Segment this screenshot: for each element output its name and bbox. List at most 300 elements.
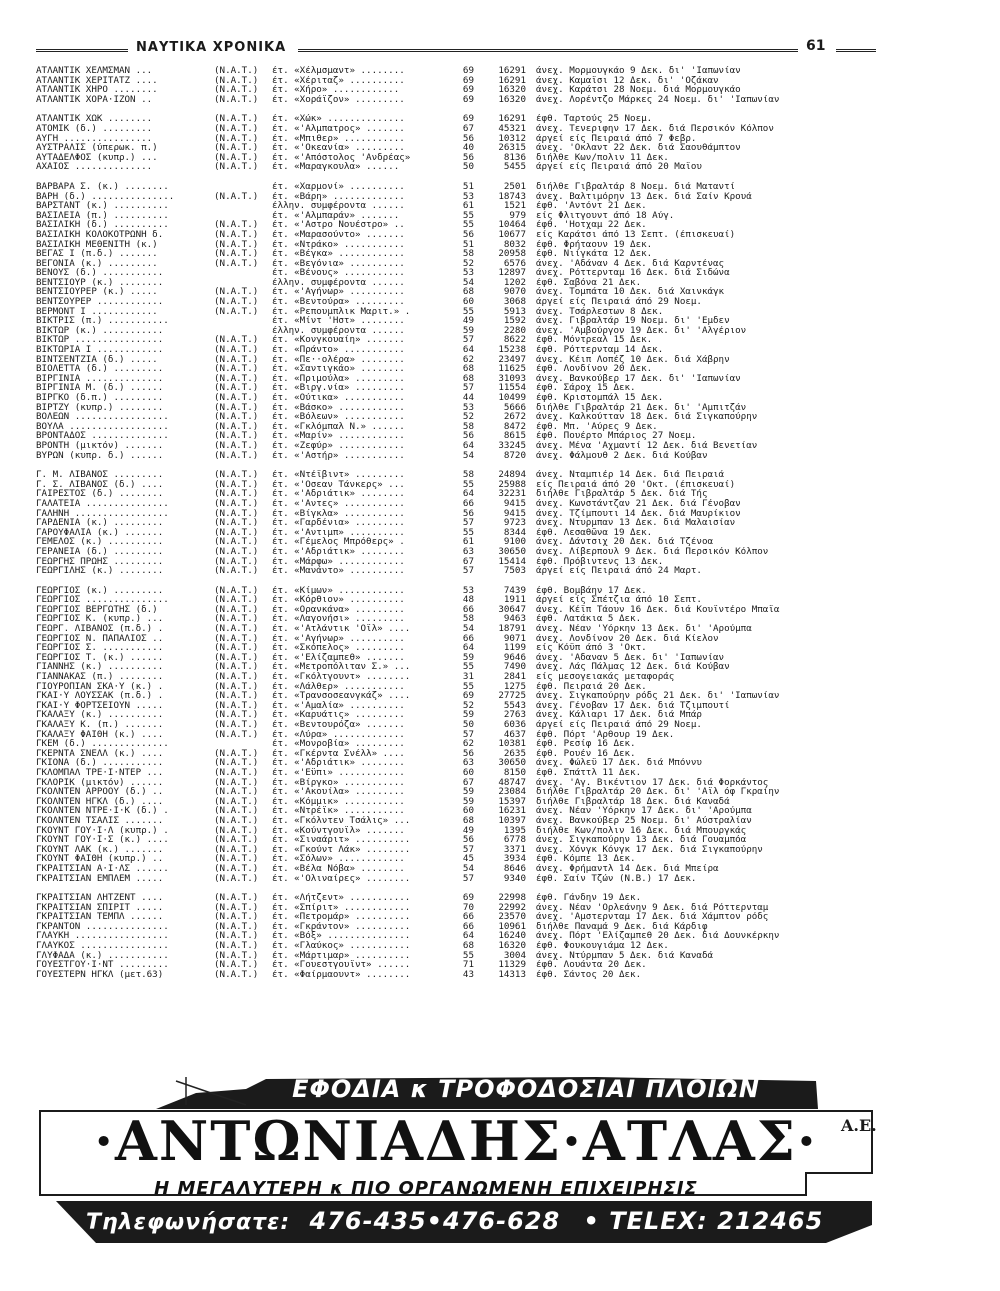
tonnage-cell: 7439 — [503, 585, 526, 596]
year-cell: 57 — [462, 566, 474, 576]
year-cell: 63 — [462, 546, 474, 557]
flag-cell: (Ν.Α.Τ.) — [214, 133, 259, 144]
tonnage-cell: 10677 — [498, 229, 526, 240]
table-row — [36, 720, 876, 730]
ship-name-cell: ΓΚΟΥΝΤ ΓΟΥ·Ι·Σ (κ.) .... — [36, 835, 169, 845]
ship-name-cell: ΓΚΑΛΑΞΥ Κ. (π.) ....... — [36, 720, 164, 730]
table-row — [36, 220, 876, 230]
year-cell: 56 — [462, 152, 474, 163]
ship-name-cell: ΓΚΙΟΝΑ (δ.) ........... — [36, 758, 164, 768]
table-row — [36, 845, 876, 855]
ship-name-cell: ΓΚΟΛΝΤΕΝ ΗΓΚΛ (δ.) .... — [36, 796, 164, 807]
flag-cell: (Ν.Α.Τ.) — [214, 921, 259, 932]
ship-name-cell: ΒΕΝΟΥΣ (δ.) ........... — [36, 268, 164, 278]
flag-cell: (Ν.Α.Τ.) — [214, 748, 259, 759]
tonnage-cell: 1199 — [503, 643, 526, 653]
ship-name-cell: ΑΥΤΑΔΕΛΦΟΣ (κυπρ.) ... — [36, 152, 158, 163]
flag-cell: (Ν.Α.Τ.) — [214, 662, 259, 673]
status-cell: έφθ. Σαβόνα 21 Δεκ. — [536, 277, 642, 288]
year-cell: 59 — [462, 787, 474, 797]
year-cell: 53 — [462, 191, 474, 202]
tonnage-cell: 15414 — [498, 556, 526, 567]
vessel-name-cell: έτ. «Σκόπελος» ......... — [272, 643, 405, 653]
vessel-name-cell: έτ. «Χέλμσμαντ» ........ — [272, 66, 405, 76]
ship-name-cell: ΓΚΑΛΑΞΥ ΦΑΙΘΗ (κ.) .... — [36, 729, 164, 740]
flag-cell: (Ν.Α.Τ.) — [214, 220, 259, 230]
tonnage-cell: 6576 — [503, 258, 526, 269]
vessel-name-cell: έτ. «Βάσκο» ............ — [272, 402, 405, 413]
flag-cell: (Ν.Α.Τ.) — [214, 912, 259, 922]
table-row — [36, 758, 876, 768]
status-cell: άνεχ. Καράτσι 28 Νοεμ. διά Μορμουγκάο — [536, 85, 741, 95]
ship-name-cell: ΓΙΟΥΡΟΠΙΑΝ ΣΚΑ·Υ (κ.) . — [36, 681, 164, 692]
vessel-name-cell: έτ. «Γκλόμπαλ Ν.» ...... — [272, 421, 405, 432]
ad-company-name: ·ΑΝΤΩΝΙΑΔΗΣ·ΑΤΛΑΣ· — [94, 1109, 818, 1173]
status-cell: άνεχ. Σιγκαπούρην 13 Δεκ. διά Γουαμπόα — [536, 835, 747, 845]
status-cell: άνεχ. Καλκούτταν 18 Δεκ. διά Σιγκαπούρην — [536, 412, 758, 422]
year-cell: 69 — [462, 691, 474, 701]
tonnage-cell: 23497 — [498, 354, 526, 365]
status-cell: είς Πειραιά άπό 20 'Οκτ. (έπισκευαί) — [536, 479, 736, 490]
ship-name-cell: ΒΕΓΑΣ Ι (π.δ.) ....... — [36, 249, 158, 259]
status-cell: άνεχ. 'Οκλαντ 22 Δεκ. διά Σαουθάμπτον — [536, 143, 741, 153]
tonnage-cell: 9100 — [503, 537, 526, 547]
vessel-name-cell: έτ. «Ντράκο» ........... — [272, 239, 405, 250]
flag-cell: (Ν.Α.Τ.) — [214, 421, 259, 432]
table-row — [36, 662, 876, 672]
flag-cell: (Ν.Α.Τ.) — [214, 489, 259, 499]
year-cell: 61 — [462, 537, 474, 547]
table-row — [36, 768, 876, 778]
year-cell: 55 — [462, 662, 474, 673]
ship-name-cell: ΑΧΑΙΟΣ .............. — [36, 162, 153, 172]
table-row — [36, 547, 876, 557]
ship-name-cell: ΓΕΩΡΓΙΟΣ Κ. (κυπρ.) ... — [36, 614, 164, 625]
flag-cell: (Ν.Α.Τ.) — [214, 162, 259, 172]
status-cell: έφθ. Πειραιά 20 Δεκ. — [536, 681, 647, 692]
tonnage-cell: 18791 — [498, 624, 526, 634]
vessel-name-cell: έτ. «Χώκ» .............. — [272, 114, 405, 124]
vessel-name-cell: έτ. «Βεντουρόζα» ....... — [272, 720, 405, 730]
flag-cell: (Ν.Α.Τ.) — [214, 863, 259, 874]
table-row — [36, 787, 876, 797]
year-cell: 68 — [462, 364, 474, 374]
table-row — [36, 134, 876, 144]
table-row — [36, 672, 876, 682]
ship-name-cell: ΓΑΡΟΥΦΑΛΙΑ (κ.) ....... — [36, 527, 164, 538]
flag-cell: (Ν.Α.Τ.) — [214, 508, 259, 519]
flag-cell: (Ν.Α.Τ.) — [214, 527, 259, 538]
ship-name-cell: ΓΛΥΦΑΔΑ (κ.) ........... — [36, 950, 169, 961]
status-cell: έφθ. Φρήταουν 19 Δεκ. — [536, 239, 653, 250]
tonnage-cell: 2841 — [503, 672, 526, 682]
vessel-name-cell: έτ. «Πριμούλα» ......... — [272, 373, 405, 384]
table-row — [36, 240, 876, 250]
vessel-name-cell: έτ. «'Αδριάτικ» ........ — [272, 489, 405, 499]
tonnage-cell: 2635 — [503, 748, 526, 759]
vessel-name-cell: έτ. «Μάρφω» ............ — [272, 556, 405, 567]
vessel-name-cell: έτ. «Ζεφύρ» ............ — [272, 440, 405, 451]
flag-cell: (Ν.Α.Τ.) — [214, 585, 259, 596]
year-cell: 56 — [462, 835, 474, 845]
ship-name-cell: ΓΚΑΛΑΞΥ (κ.) .......... — [36, 710, 164, 720]
table-row — [36, 316, 876, 326]
ship-name-cell: ΓΕΩΡΓΗΣ ΠΡΩΗΣ ......... — [36, 556, 164, 567]
status-cell: έφθ. 'Ηοτχαμ 22 Δεκ. — [536, 220, 647, 230]
table-row — [36, 749, 876, 759]
flag-cell: (Ν.Α.Τ.) — [214, 498, 259, 509]
vessel-name-cell: έτ. «Χαρμονί» .......... — [272, 181, 405, 192]
year-cell: 64 — [462, 345, 474, 355]
vessel-name-cell: έτ. «'Αδριάτικ» ........ — [272, 546, 405, 557]
ship-group — [36, 470, 876, 576]
table-row — [36, 854, 876, 864]
vessel-name-cell: έτ. «Φαίρμαουντ» ........ — [272, 969, 411, 980]
year-cell: 52 — [462, 700, 474, 711]
table-row — [36, 278, 876, 288]
tonnage-cell: 8646 — [503, 863, 526, 874]
ship-name-cell: ΒΡΟΝΤΑΔΟΣ .............. — [36, 431, 169, 441]
status-cell: άνεχ. Νέαν 'Υόρκην 17 Δεκ. δι' 'Αρούμπα — [536, 806, 752, 816]
ship-name-cell: ΓΚΡΑΝΤΟΝ ............... — [36, 921, 169, 932]
status-cell: άνεχ. Νταμπιέρ 14 Δεκ. διά Πειραιά — [536, 470, 725, 480]
vessel-name-cell: έτ. «Ούτικα» ........... — [272, 393, 405, 403]
table-row — [36, 287, 876, 297]
flag-cell: (Ν.Α.Τ.) — [214, 643, 259, 653]
vessel-name-cell: έτ. «Ντέϊβιντ» ......... — [272, 470, 405, 480]
flag-cell: (Ν.Α.Τ.) — [214, 729, 259, 740]
ship-name-cell: ΒΙΡΓΙΝΙΑ .............. — [36, 373, 164, 384]
vessel-name-cell: έτ. «Πράντο» ........... — [272, 345, 405, 355]
table-row — [36, 307, 876, 317]
tonnage-cell: 11329 — [498, 960, 526, 970]
ship-group — [36, 66, 876, 104]
vessel-name-cell: έλλην. συμφέροντα ...... — [272, 325, 405, 336]
ship-name-cell: ΑΤΟΜΙΚ (δ.) ......... — [36, 123, 153, 134]
table-row — [36, 557, 876, 567]
status-cell: έφθ. Πρόβιντενς 13 Δεκ. — [536, 556, 664, 567]
ship-group — [36, 893, 876, 979]
table-row — [36, 509, 876, 519]
flag-cell: (Ν.Α.Τ.) — [214, 681, 259, 692]
ship-group — [36, 114, 876, 172]
status-cell: έφθ. Νιίγκάτα 12 Δεκ. — [536, 249, 653, 259]
ship-group — [36, 182, 876, 460]
ship-name-cell: ΒΑΣΙΛΙΚΗ (δ.) .......... — [36, 220, 169, 230]
ship-name-cell: ΒΑΣΙΛΙΚΗ ΜΕΘΕΝΙΤΗ (κ.) — [36, 239, 158, 250]
status-cell: άνεχ. Κωνστάντζαν 21 Δεκ. διά Γένοβαν — [536, 498, 741, 509]
status-cell: διήλθε Κων/πολιν 11 Δεκ. — [536, 152, 669, 163]
year-cell: 69 — [462, 75, 474, 86]
flag-cell: (Ν.Α.Τ.) — [214, 239, 259, 250]
tonnage-cell: 5543 — [503, 700, 526, 711]
table-row — [36, 835, 876, 845]
table-row — [36, 470, 876, 480]
vessel-name-cell: έτ. «Βάρη» ............. — [272, 191, 405, 202]
year-cell: 57 — [462, 729, 474, 740]
tonnage-cell: 8344 — [503, 527, 526, 538]
year-cell: 49 — [462, 825, 474, 836]
year-cell: 56 — [462, 431, 474, 441]
table-row — [36, 518, 876, 528]
year-cell: 60 — [462, 806, 474, 816]
year-cell: 50 — [462, 720, 474, 730]
ship-name-cell: ΓΟΥΕΣΤΓΟΥ·Ι·ΝΤ ......... — [36, 960, 169, 970]
table-row — [36, 355, 876, 365]
status-cell: άργεί είς Πειραιά άπό 20 Μαΐου — [536, 162, 702, 172]
flag-cell: (Ν.Α.Τ.) — [214, 941, 259, 951]
ship-name-cell: Γ. Μ. ΛΙΒΑΝΟΣ ......... — [36, 470, 164, 480]
tonnage-cell: 14313 — [498, 969, 526, 980]
year-cell: 58 — [462, 421, 474, 432]
table-row — [36, 893, 876, 903]
status-cell: άργεί είς Πειραιά άπό 29 Νοεμ. — [536, 720, 702, 730]
ship-name-cell: ΒΟΥΛΑ .................. — [36, 421, 169, 432]
ship-name-cell: ΓΑΡΔΕΝΙΑ (κ.) ......... — [36, 518, 164, 528]
tonnage-cell: 16320 — [498, 94, 526, 105]
year-cell: 56 — [462, 508, 474, 519]
table-row — [36, 412, 876, 422]
status-cell: άνεχ. Ντύρμπαν 5 Δεκ. διά Καναδά — [536, 950, 714, 961]
status-cell: άνεχ. 'Αμστερνταμ 17 Δεκ. διά Χάμπτον ρόδς — [536, 912, 769, 922]
ship-name-cell: ΓΟΥΕΣΤΕΡΝ ΗΓΚΛ (μετ.63) — [36, 969, 164, 980]
vessel-name-cell: έτ. «Κούντγουϊλ» ....... — [272, 825, 405, 836]
status-cell: άνεχ. 'Αμβούργον 19 Δεκ. δι' 'Αλγέριον — [536, 325, 747, 336]
ship-name-cell: ΓΙΑΝΝΗΣ (κ.) .......... — [36, 662, 164, 673]
year-cell: 43 — [462, 969, 474, 980]
table-row — [36, 701, 876, 711]
flag-cell: (Ν.Α.Τ.) — [214, 143, 259, 153]
vessel-name-cell: έτ. «Σαντιγκάο» ........ — [272, 364, 405, 374]
flag-cell: (Ν.Α.Τ.) — [214, 249, 259, 259]
year-cell: 69 — [462, 66, 474, 76]
year-cell: 67 — [462, 123, 474, 134]
year-cell: 59 — [462, 325, 474, 336]
ship-name-cell: ΓΚΟΛΝΤΕΝ ΝΤΡΕ·Ι·Κ (δ.) . — [36, 806, 169, 816]
table-row — [36, 970, 876, 980]
year-cell: 67 — [462, 777, 474, 788]
flag-cell: (Ν.Α.Τ.) — [214, 672, 259, 682]
tonnage-cell: 3004 — [503, 950, 526, 961]
vessel-name-cell: έτ. «Γκούντ Λάκ» ........ — [272, 844, 411, 855]
year-cell: 44 — [462, 393, 474, 403]
status-cell: διήλθε Γιβραλτάρ 8 Νοεμ. διά Ματαντί — [536, 181, 736, 192]
status-cell: άνεχ. Φρήμαντλ 14 Δεκ. διά Μπείρα — [536, 863, 719, 874]
ship-name-cell: ΒΙΚΤΩΡΙΑ Ι ............ — [36, 345, 164, 355]
status-cell: έφθ. Ρεσίφ 16 Δεκ. — [536, 739, 636, 749]
vessel-name-cell: έτ. «Κονγκουαίη» ....... — [272, 335, 405, 346]
status-cell: άνεχ. Χόνγκ Κόνγκ 17 Δεκ. διά Σιγκαπούρην — [536, 844, 763, 855]
table-row — [36, 403, 876, 413]
tonnage-cell: 33245 — [498, 440, 526, 451]
ship-name-cell: ΒΑΣΙΛΙΚΗ ΚΟΛΟΚΟΤΡΩΝΗ δ. — [36, 229, 164, 240]
vessel-name-cell: έτ. «Καρυάτις» ......... — [272, 710, 405, 720]
ship-name-cell: ΒΙΚΤΩΡ ................ — [36, 335, 164, 346]
tonnage-cell: 11554 — [498, 383, 526, 393]
status-cell: έφθ. Σάντος 20 Δεκ. — [536, 969, 642, 980]
year-cell: 68 — [462, 815, 474, 826]
year-cell: 55 — [462, 306, 474, 317]
ship-name-cell: ΑΥΣΤΡΑΛΙΣ (ύπερωκ. π.) — [36, 143, 158, 153]
table-row — [36, 201, 876, 211]
status-cell: διήλθε Παναμά 9 Δεκ. διά Κάρδιφ — [536, 921, 708, 932]
advertisement — [36, 1075, 877, 1235]
status-cell: είς μεσογειακάς μεταφοράς — [536, 672, 675, 682]
status-cell: άνεχ. Μορμουγκάο 9 Δεκ. δι' 'Ιαπωνίαν — [536, 66, 741, 76]
ship-name-cell: ΓΕΜΕΛΟΣ (κ.) .......... — [36, 537, 164, 547]
tonnage-cell: 10464 — [498, 220, 526, 230]
ship-name-cell: ΓΕΩΡΓΙΟΣ Σ. ........... — [36, 643, 164, 653]
tonnage-cell: 8720 — [503, 450, 526, 461]
vessel-name-cell: έτ. «Ντρέϊκ» ........... — [272, 806, 405, 816]
table-row — [36, 76, 876, 86]
vessel-name-cell: έτ. «Σόλων» ............ — [272, 854, 405, 864]
flag-cell: (Ν.Α.Τ.) — [214, 969, 259, 980]
status-cell: έφθ. Μόντρεαλ 15 Δεκ. — [536, 335, 653, 346]
year-cell: 45 — [462, 854, 474, 864]
vessel-name-cell: έτ. «'Εϋπι» ............ — [272, 767, 405, 778]
tonnage-cell: 16240 — [498, 931, 526, 942]
vessel-name-cell: έτ. «Γκράντον» .......... — [272, 921, 411, 932]
status-cell: έφθ. Σαίν Τζών (Ν.Β.) 17 Δεκ. — [536, 873, 697, 884]
flag-cell: (Ν.Α.Τ.) — [214, 777, 259, 788]
year-cell: 55 — [462, 950, 474, 961]
flag-cell: (Ν.Α.Τ.) — [214, 431, 259, 441]
ship-name-cell: ΑΤΛΑΝΤΙΚ ΧΟΡΑ·ΪΖΟΝ .. — [36, 94, 153, 105]
table-row — [36, 586, 876, 596]
flag-cell: (Ν.Α.Τ.) — [214, 893, 259, 903]
status-cell: άνεχ. Νέαν 'Ορλεάνην 9 Δεκ. διά Ρόττερνταμ — [536, 902, 769, 913]
vessel-name-cell: έτ. «'Αγήνωρ» .......... — [272, 633, 405, 644]
year-cell: 69 — [462, 94, 474, 105]
flag-cell: (Ν.Α.Τ.) — [214, 440, 259, 451]
year-cell: 57 — [462, 844, 474, 855]
ship-name-cell: ΒΙΡΓΚΟ (δ.π.) ......... — [36, 393, 164, 403]
table-row — [36, 682, 876, 692]
ship-group — [36, 586, 876, 883]
table-row — [36, 903, 876, 913]
flag-cell: (Ν.Α.Τ.) — [214, 700, 259, 711]
vessel-name-cell: έτ. «Βιργ.νία» ......... — [272, 383, 405, 393]
status-cell: άνεχ. 'Αδαναν 5 Δεκ. δι' 'Ιαπωνίαν — [536, 652, 725, 663]
table-row — [36, 162, 876, 172]
tonnage-cell: 23570 — [498, 912, 526, 922]
ship-name-cell: ΒΕΓΟΝΙΑ (κ.) ......... — [36, 258, 158, 269]
table-row — [36, 441, 876, 451]
status-cell: άνεχ. Νέαν 'Υόρκην 13 Δεκ. δι' 'Αρούμπα — [536, 624, 752, 634]
vessel-name-cell: έτ. «Γλαύκος» ........... — [272, 941, 411, 951]
vessel-name-cell: έτ. «Λαγονήσι» ......... — [272, 614, 405, 625]
table-row — [36, 922, 876, 932]
ship-name-cell: ΓΚΡΑΙΤΣΙΑΝ ΤΕΜΠΛ ...... — [36, 912, 164, 922]
year-cell: 55 — [462, 681, 474, 692]
page-number: 61 — [806, 38, 826, 54]
year-cell: 40 — [462, 143, 474, 153]
tonnage-cell: 18743 — [498, 191, 526, 202]
flag-cell: (Ν.Α.Τ.) — [214, 518, 259, 528]
ship-name-cell: ΓΚΑΙ·Υ ΛΟΥΣΣΑΚ (π.δ.) . — [36, 691, 164, 701]
status-cell: είς Κόϋπ άπό 3 'Οκτ. — [536, 643, 647, 653]
status-cell: άνεχ. Βαλτιμόρην 13 Δεκ. διά Σαίν Κρουά — [536, 191, 752, 202]
status-cell: άνεχ. Λορέντζο Μάρκες 24 Νοεμ. δι' 'Ιαπωνίαν — [536, 94, 780, 105]
table-row — [36, 634, 876, 644]
vessel-name-cell: έτ. «Κόρθιον» .......... — [272, 595, 405, 605]
table-row — [36, 691, 876, 701]
ship-name-cell: ΓΚΟΥΝΤ ΦΑΙΘΗ (κυπρ.) .. — [36, 854, 164, 864]
ad-phone-label: Τηλεφωνήσατε: — [86, 1210, 291, 1235]
status-cell: άργεί είς Πειραιά άπό 7 Φεβρ. — [536, 133, 697, 144]
flag-cell: (Ν.Α.Τ.) — [214, 354, 259, 365]
status-cell: έφθ. Ρόττερνταμ 14 Δεκ. — [536, 345, 664, 355]
ship-name-cell: ΑΤΛΑΝΤΙΚ ΧΗΡΟ ........ — [36, 85, 158, 95]
vessel-name-cell: έτ. «Πε··ολέρα» ........ — [272, 354, 405, 365]
flag-cell: (Ν.Α.Τ.) — [214, 383, 259, 393]
ship-name-cell: ΓΕΩΡΓ. ΛΙΒΑΝΟΣ (π.δ.) . — [36, 624, 164, 634]
status-cell: άνεχ. Βανκούβερ 17 Δεκ. δι' 'Ιαπωνίαν — [536, 373, 741, 384]
year-cell: 62 — [462, 739, 474, 749]
table-row — [36, 143, 876, 153]
status-cell: άνεχ. Τομπάτα 10 Δεκ. διά Χαινκάγκ — [536, 287, 725, 298]
status-cell: άνεχ. Κάλιαρι 17 Δεκ. διά Μπάρ — [536, 710, 702, 720]
ship-name-cell: ΒΙΝΤΣΕΝΤΖΙΑ (δ.) ..... — [36, 354, 158, 365]
tonnage-cell: 23084 — [498, 787, 526, 797]
vessel-name-cell: έτ. «'Αντες» ........... — [272, 498, 405, 509]
status-cell: έφθ. Κριστομπάλ 15 Δεκ. — [536, 393, 664, 403]
vessel-name-cell: έτ. «Χήρο» ............ — [272, 85, 400, 95]
vessel-name-cell: έτ. «Κίμων» ............ — [272, 585, 405, 596]
tonnage-cell: 9070 — [503, 287, 526, 298]
ship-name-cell: ΑΤΛΑΝΤΙΚ ΧΕΡΙΤΑΤΖ .... — [36, 75, 158, 86]
ship-name-cell: ΓΚΟΛΝΤΕΝ ΤΣΑΛΙΣ ....... — [36, 815, 164, 826]
table-row — [36, 653, 876, 663]
vessel-name-cell: έτ. «Μαρίν» ............ — [272, 431, 405, 441]
year-cell: 52 — [462, 258, 474, 269]
flag-cell: (Ν.Α.Τ.) — [214, 624, 259, 634]
ship-name-cell: ΓΚΡΑΙΤΣΙΑΝ ΛΗΤΖΕΝΤ .... — [36, 893, 164, 903]
vessel-name-cell: έτ. «Μαραγκουλα» ...... — [272, 162, 400, 172]
table-row — [36, 335, 876, 345]
status-cell: άνεχ. 'Αγ. Βικέντιον 17 Δεκ. διά Φορκάντος — [536, 777, 769, 788]
tonnage-cell: 6778 — [503, 835, 526, 845]
year-cell: 66 — [462, 912, 474, 922]
table-row — [36, 480, 876, 490]
ship-name-cell: ΒΑΡΒΑΡΑ Σ. (κ.) ........ — [36, 181, 169, 192]
status-cell: έφθ. Πουέρτο Μπάριος 27 Νοεμ. — [536, 431, 697, 441]
ship-name-cell: ΓΚΟΥΝΤ ΓΟΥ·Ι·Λ (κυπρ.) . — [36, 825, 169, 836]
flag-cell: (Ν.Α.Τ.) — [214, 835, 259, 845]
status-cell: άνεχ. Ντυρμπαν 13 Δεκ. διά Μαλαισίαν — [536, 518, 736, 528]
year-cell: 60 — [462, 767, 474, 778]
year-cell: 63 — [462, 758, 474, 768]
tonnage-cell: 1521 — [503, 201, 526, 211]
tonnage-cell: 9071 — [503, 633, 526, 644]
year-cell: 60 — [462, 297, 474, 307]
vessel-name-cell: έτ. «Σιναάριτ» .......... — [272, 835, 411, 845]
tonnage-cell: 12897 — [498, 268, 526, 278]
year-cell: 49 — [462, 316, 474, 326]
table-row — [36, 960, 876, 970]
flag-cell: (Ν.Α.Τ.) — [214, 720, 259, 730]
tonnage-cell: 48747 — [498, 777, 526, 788]
year-cell: 57 — [462, 335, 474, 346]
header-rule-mid — [298, 49, 798, 52]
year-cell: 53 — [462, 585, 474, 596]
year-cell: 59 — [462, 652, 474, 663]
flag-cell: (Ν.Α.Τ.) — [214, 691, 259, 701]
vessel-name-cell: έτ. «Γκόλτγουντ» ........ — [272, 672, 411, 682]
flag-cell: (Ν.Α.Τ.) — [214, 412, 259, 422]
status-cell: έφθ. Λονδίνον 20 Δεκ. — [536, 364, 653, 374]
